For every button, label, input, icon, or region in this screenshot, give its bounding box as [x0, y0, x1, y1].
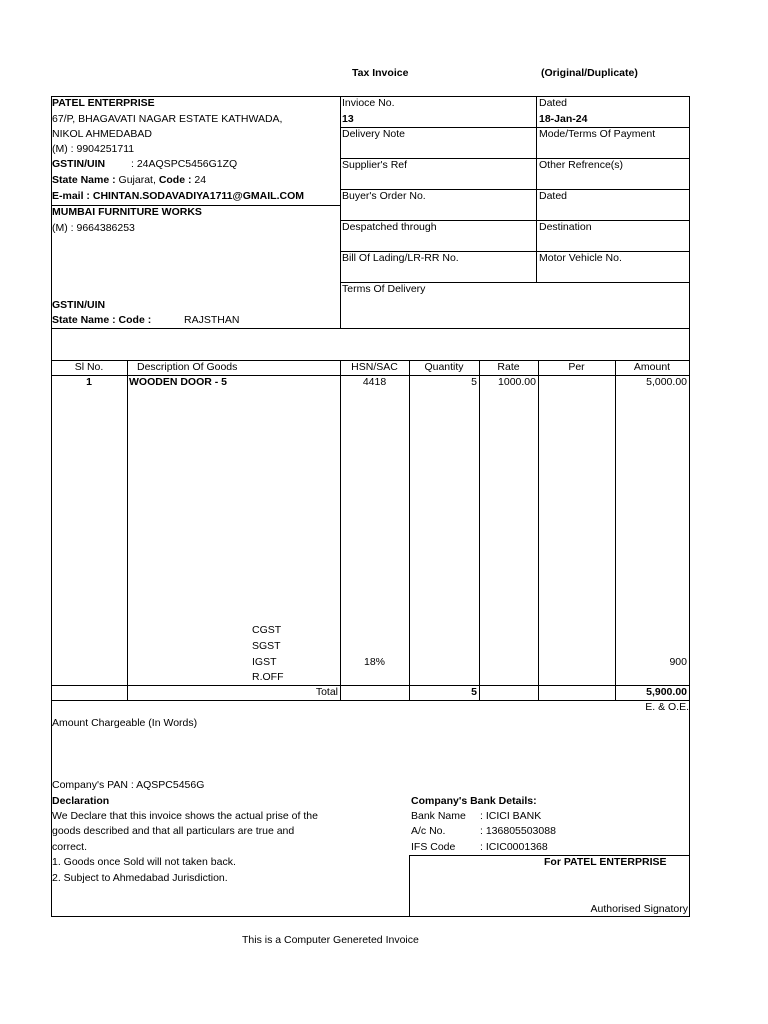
- seller-email-label: E-mail :: [52, 190, 90, 202]
- row-amount: 5,000.00: [646, 376, 687, 388]
- motor-vehicle-label: Motor Vehicle No.: [539, 252, 622, 264]
- roff-label: R.OFF: [252, 671, 284, 683]
- buyer-state-value: RAJSTHAN: [184, 314, 240, 326]
- destination-label: Destination: [539, 221, 592, 233]
- seller-state-label: State Name :: [52, 174, 116, 186]
- delivery-note-label: Delivery Note: [342, 128, 406, 140]
- computer-generated-note: This is a Computer Genereted Invoice: [242, 934, 419, 946]
- seller-state-value: Gujarat,: [118, 174, 156, 186]
- seller-address-line2: NIKOL AHMEDABAD: [52, 128, 152, 140]
- note-line2: 2. Subject to Ahmedabad Jurisdiction.: [52, 872, 228, 884]
- account-no-label: A/c No.: [411, 825, 446, 837]
- buyers-order-label: Buyer's Order No.: [342, 190, 426, 202]
- seller-code-label: Code :: [158, 174, 192, 186]
- total-qty: 5: [471, 686, 477, 698]
- eoe-note: E. & O.E.: [645, 701, 689, 713]
- total-label: Total: [315, 686, 338, 698]
- seller-code-value: 24: [194, 174, 207, 186]
- buyer-state-label: State Name :: [52, 314, 116, 326]
- seller-gstin-value: : 24AQSPC5456G1ZQ: [131, 158, 238, 170]
- despatched-label: Despatched through: [342, 221, 437, 233]
- col-header-description: Description Of Goods: [137, 361, 238, 373]
- seller-email: [52, 190, 304, 203]
- col-header-rate: Rate: [497, 361, 520, 373]
- dated-label: Dated: [539, 97, 568, 109]
- buyer-name: MUMBAI FURNITURE WORKS: [52, 206, 202, 218]
- igst-amount: 900: [669, 656, 687, 668]
- bank-name-label: Bank Name: [411, 810, 466, 822]
- sgst-label: SGST: [252, 640, 281, 652]
- dated2-label: Dated: [539, 190, 568, 202]
- bill-of-lading-label: Bill Of Lading/LR-RR No.: [342, 252, 459, 264]
- row-description: WOODEN DOOR - 5: [129, 376, 228, 388]
- seller-gstin-label: GSTIN/UIN: [52, 158, 106, 170]
- invoice-no-label: Invioce No.: [342, 97, 395, 109]
- bank-name-value: : ICICI BANK: [480, 810, 542, 822]
- copy-type: (Original/Duplicate): [541, 67, 638, 79]
- total-amount: 5,900.00: [646, 686, 687, 698]
- note-line1: 1. Goods once Sold will not taken back.: [52, 856, 236, 868]
- col-header-sl: Sl No.: [74, 361, 104, 373]
- buyer-code-label: Code :: [118, 314, 152, 326]
- seller-state: [52, 174, 206, 187]
- buyer-gstin-label: GSTIN/UIN: [52, 299, 106, 311]
- suppliers-ref-label: Supplier's Ref: [342, 159, 408, 171]
- col-header-hsn: HSN/SAC: [351, 361, 398, 373]
- declaration-title: Declaration: [52, 795, 110, 807]
- bank-details-title: Company's Bank Details:: [411, 795, 537, 807]
- seller-address-line1: 67/P, BHAGAVATI NAGAR ESTATE KATHWADA,: [52, 113, 283, 125]
- amount-in-words-label: Amount Chargeable (In Words): [52, 717, 198, 729]
- account-no-value: : 136805503088: [480, 825, 556, 837]
- col-header-amount: Amount: [633, 361, 671, 373]
- buyer-mobile: (M) : 9664386253: [52, 222, 135, 234]
- seller-mobile: (M) : 9904251711: [52, 143, 135, 155]
- declaration-line2: goods described and that all particulars are true and: [52, 825, 295, 837]
- dated-value: 18-Jan-24: [539, 113, 588, 125]
- company-pan: Company's PAN : AQSPC5456G: [52, 779, 205, 791]
- row-qty: 5: [471, 376, 477, 388]
- igst-label: IGST: [252, 656, 277, 668]
- row-hsn: 4418: [362, 376, 387, 388]
- invoice-no-value: 13: [342, 113, 354, 125]
- authorised-signatory: Authorised Signatory: [590, 903, 688, 915]
- terms-of-delivery-label: Terms Of Delivery: [342, 283, 426, 295]
- ifs-code-label: IFS Code: [411, 841, 456, 853]
- declaration-line1: We Declare that this invoice shows the actual prise of the: [52, 810, 318, 822]
- cgst-label: CGST: [252, 624, 282, 636]
- mode-terms-label: Mode/Terms Of Payment: [539, 128, 656, 140]
- seller-email-value: CHINTAN.SODAVADIYA1711@GMAIL.COM: [92, 190, 304, 202]
- row-rate: 1000.00: [498, 376, 536, 388]
- buyer-state: [52, 314, 151, 327]
- for-company: For PATEL ENTERPRISE: [544, 856, 667, 868]
- col-header-per: Per: [568, 361, 585, 373]
- invoice-title: Tax Invoice: [352, 67, 409, 79]
- other-refs-label: Other Refrence(s): [539, 159, 624, 171]
- declaration-line3: correct.: [52, 841, 88, 853]
- col-header-quantity: Quantity: [424, 361, 464, 373]
- row-sl: 1: [86, 376, 92, 388]
- ifs-code-value: : ICIC0001368: [480, 841, 548, 853]
- seller-name: PATEL ENTERPRISE: [52, 97, 155, 109]
- igst-rate: 18%: [363, 656, 385, 668]
